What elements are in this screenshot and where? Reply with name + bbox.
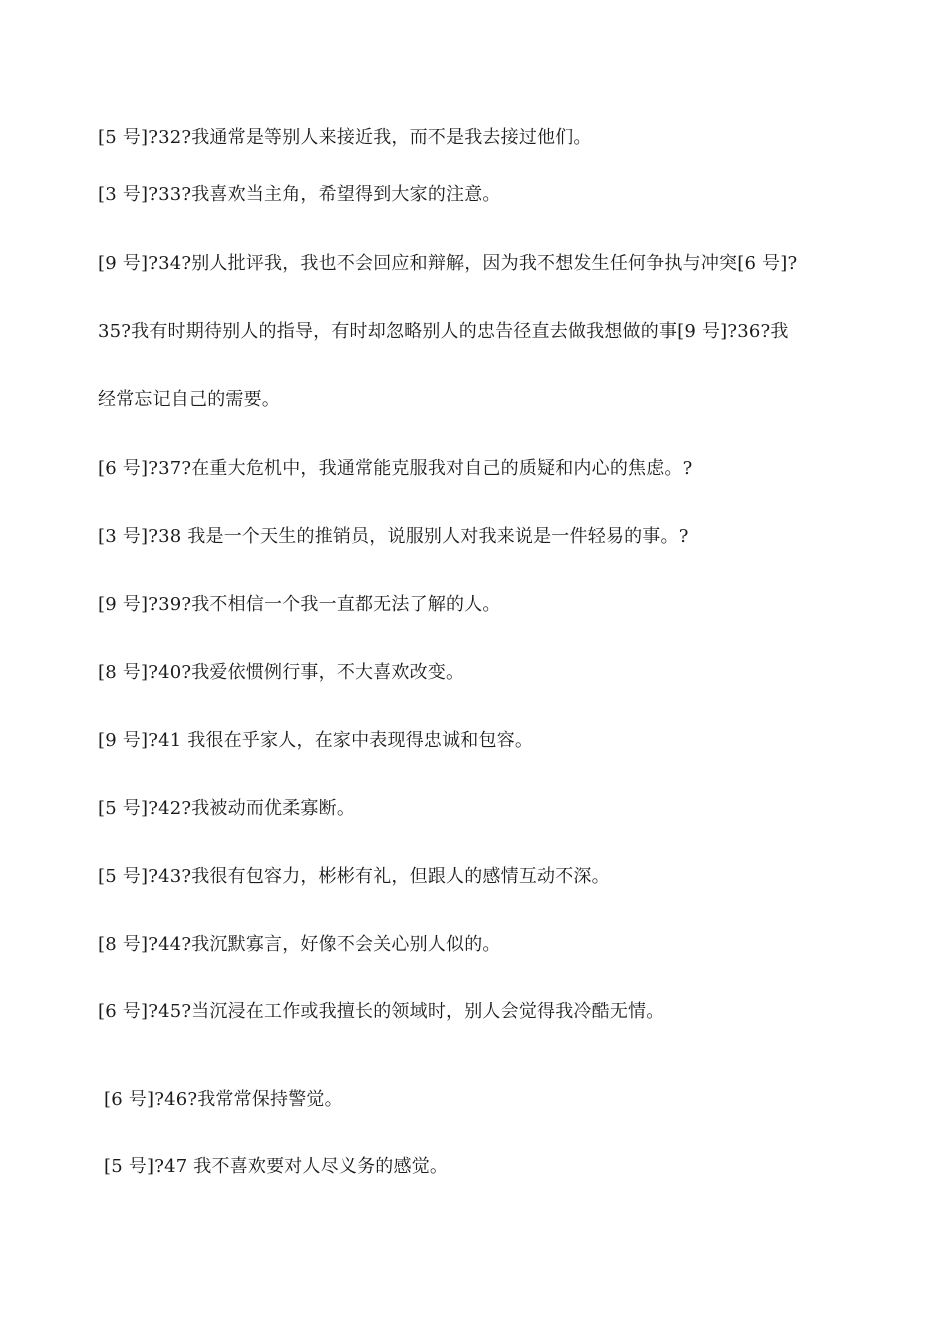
statement-line: [5 号]?43?我很有包容力，彬彬有礼，但跟人的感情互动不深。 [98, 866, 610, 887]
statement-line: [5 号]?42?我被动而优柔寡断。 [98, 798, 356, 819]
statement-line: [9 号]?39?我不相信一个我一直都无法了解的人。 [98, 594, 501, 615]
statement-line: [5 号]?32?我通常是等别人来接近我，而不是我去接过他们。 [98, 127, 592, 148]
statement-line: [9 号]?41 我很在乎家人，在家中表现得忠诚和包容。 [98, 730, 534, 751]
statement-line: [8 号]?40?我爱依惯例行事，不大喜欢改变。 [98, 662, 465, 683]
statement-line: [6 号]?45?当沉浸在工作或我擅长的领域时，别人会觉得我冷酷无情。 [98, 1001, 665, 1022]
statement-line: [3 号]?38 我是一个天生的推销员，说服别人对我来说是一件轻易的事。? [98, 526, 689, 547]
statement-line: 35?我有时期待别人的指导，有时却忽略别人的忠告径直去做我想做的事[9 号]?36?我 [98, 321, 789, 342]
statement-line: [8 号]?44?我沉默寡言，好像不会关心别人似的。 [98, 934, 501, 955]
statement-line: [6 号]?37?在重大危机中，我通常能克服我对自己的质疑和内心的焦虑。? [98, 458, 693, 479]
statement-line: [5 号]?47 我不喜欢要对人尽义务的感觉。 [104, 1156, 449, 1177]
statement-line: [6 号]?46?我常常保持警觉。 [104, 1089, 343, 1110]
statement-line: 经常忘记自己的需要。 [98, 389, 280, 410]
statement-line: [9 号]?34?别人批评我，我也不会回应和辩解，因为我不想发生任何争执与冲突[6 号]? [98, 253, 798, 274]
statement-line: [3 号]?33?我喜欢当主角，希望得到大家的注意。 [98, 184, 501, 205]
